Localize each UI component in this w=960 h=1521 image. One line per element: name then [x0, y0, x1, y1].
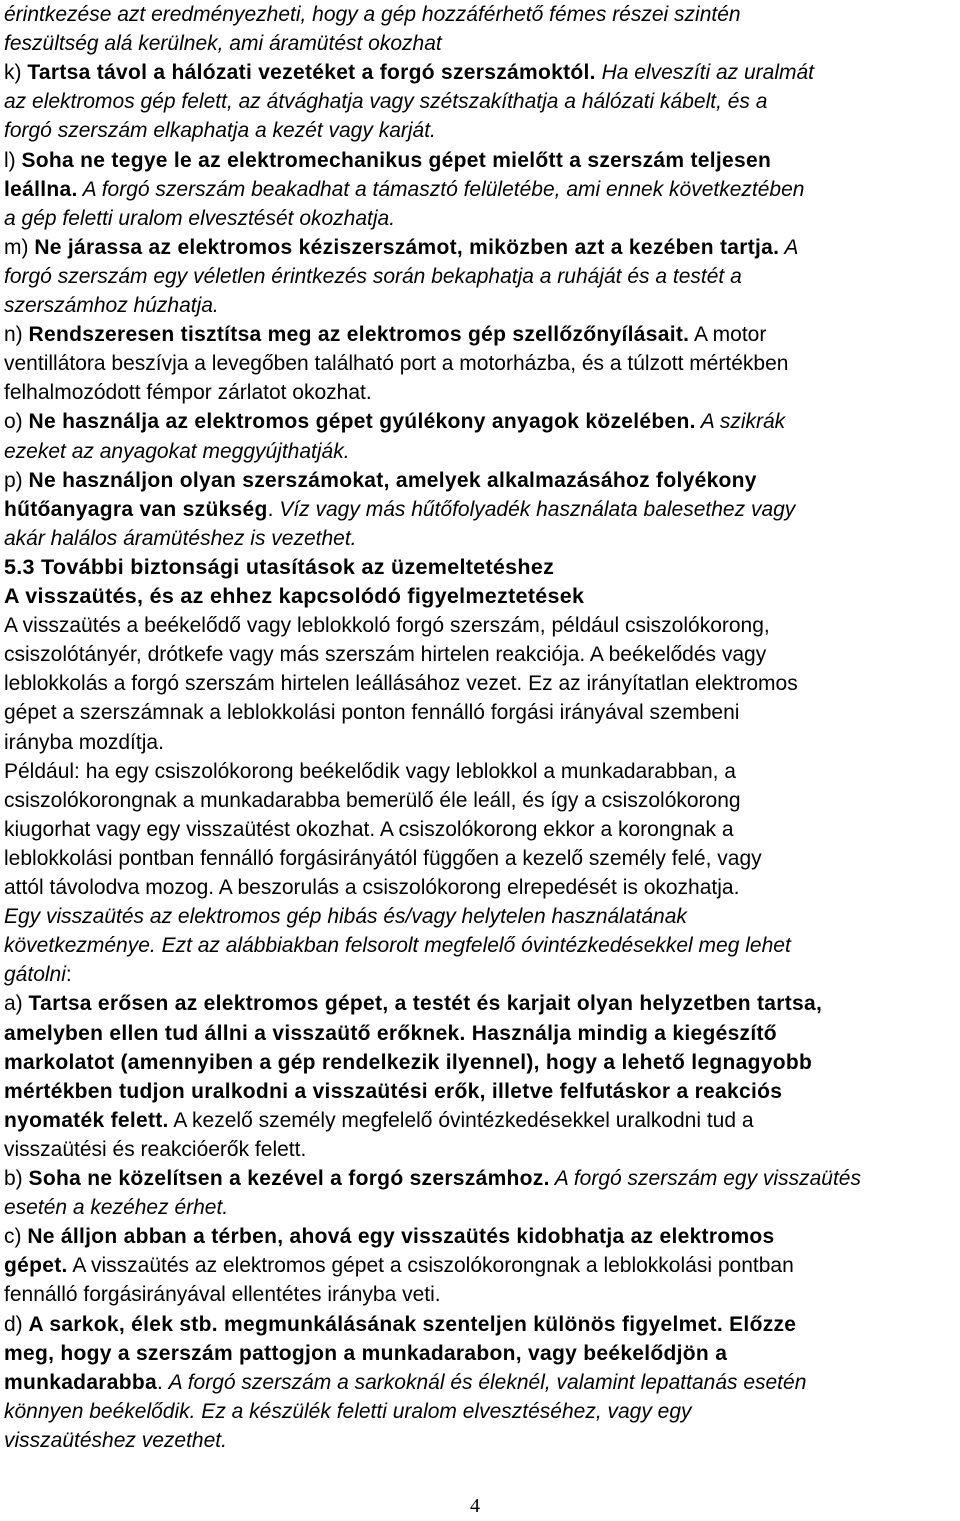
- bold-text: gépet.: [4, 1254, 68, 1278]
- bold-text: nyomaték felett.: [4, 1108, 169, 1132]
- text-line: [4, 611, 770, 640]
- body-text: fennálló forgásirányával ellentétes irányba veti.: [4, 1283, 441, 1307]
- body-text: d): [4, 1312, 29, 1336]
- body-text: kiugorhat vagy egy visszaütést okozhat. A csiszolókorong ekkor a korongnak a: [4, 817, 734, 841]
- body-text: felhalmozódott fémpor zárlatot okozhat.: [4, 381, 372, 405]
- text-line: [4, 1135, 306, 1164]
- text-line: [4, 146, 771, 175]
- italic-text: A forgó szerszám beakadhat a támasztó felületébe, ami ennek következtében: [77, 177, 805, 201]
- text-line: [4, 931, 791, 960]
- italic-text: Egy visszaütés az elektromos gép hibás és/vagy helytelen használatának: [4, 905, 687, 929]
- body-text: .: [156, 1370, 169, 1394]
- bold-text: Ne járassa az elektromos kéziszerszámot, miközben azt a kezében tartja.: [34, 235, 780, 259]
- text-line: [4, 1222, 775, 1251]
- text-line: [4, 1368, 806, 1397]
- bold-text: Soha ne tegye le az elektromechanikus gépet mielőtt a szerszám teljesen: [21, 148, 772, 172]
- text-line: [4, 495, 795, 524]
- page-number: 4: [470, 1495, 480, 1517]
- italic-text: könnyen beékelődik. Ez a készülék feletti uralom elvesztéséhez, vagy egy: [4, 1399, 692, 1423]
- italic-text: A: [779, 235, 799, 259]
- bold-text: hűtőanyagra van szükség: [4, 497, 268, 521]
- italic-text: érintkezése azt eredményezheti, hogy a gép hozzáférhető fémes részei szintén: [4, 3, 741, 26]
- text-line: [4, 320, 766, 349]
- text-line: [4, 524, 357, 553]
- body-text: k): [4, 61, 28, 85]
- body-text: csiszolókorongnak a munkadarabba bemerülő éle leáll, és így a csiszolókorong: [4, 788, 741, 812]
- body-text: .: [267, 497, 280, 521]
- text-line: [4, 437, 350, 466]
- body-text: n): [4, 323, 29, 347]
- text-line: [4, 582, 584, 611]
- bold-text: markolatot (amennyiben a gép rendelkezik ilyennel), hogy a lehető legnagyobb: [4, 1050, 813, 1074]
- body-text: ventillátora beszívja a levegőben található port a motorházba, és a túlzott mértékben: [4, 352, 789, 376]
- italic-text: következménye. Ezt az alábbiakban felsorolt megfelelő óvintézkedésekkel meg lehet: [4, 934, 791, 958]
- body-text: irányba mozdítja.: [4, 730, 164, 754]
- text-line: [4, 0, 741, 29]
- italic-text: gátolni: [4, 963, 66, 987]
- italic-text: Ha elveszíti az uralmát: [595, 61, 815, 85]
- body-text: m): [4, 235, 35, 259]
- text-line: [4, 1339, 727, 1368]
- italic-text: a gép feletti uralom elvesztését okozhatja.: [4, 206, 396, 230]
- bold-text: Tartsa távol a hálózati vezetéket a forgó szerszámoktól.: [27, 61, 596, 85]
- body-text: Például: ha egy csiszolókorong beékelődik vagy leblokkol a munkadarabban, a: [4, 759, 736, 783]
- italic-text: A forgó szerszám a sarkoknál és éleknél, valamint lepattanás esetén: [168, 1370, 807, 1394]
- text-line: [4, 1077, 782, 1106]
- italic-text: akár halálos áramütéshez is vezethet.: [4, 526, 357, 550]
- text-line: [4, 669, 798, 698]
- italic-text: forgó szerszám elkaphatja a kezét vagy karját.: [4, 119, 436, 143]
- text-line: [4, 1310, 796, 1339]
- italic-text: visszaütéshez vezethet.: [4, 1428, 227, 1452]
- italic-text: esetén a kezéhez érhet.: [4, 1196, 229, 1220]
- text-line: [4, 902, 687, 931]
- text-line: [4, 553, 554, 582]
- bold-text: Ne használja az elektromos gépet gyúlékony anyagok közelében.: [28, 410, 696, 434]
- bold-text: Ne használjon olyan szerszámokat, amelyek alkalmazásához folyékony: [28, 468, 757, 492]
- bold-text: munkadarabba: [4, 1370, 157, 1394]
- italic-text: az elektromos gép felett, az átvághatja vagy szétszakíthatja a hálózati kábelt, és a: [4, 90, 768, 114]
- text-line: [4, 466, 757, 495]
- heading-text: 5.3 További biztonsági utasítások az üzemeltetéshez: [4, 554, 555, 579]
- text-line: [4, 175, 804, 204]
- bold-text: Ne álljon abban a térben, ahová egy visszaütés kidobhatja az elektromos: [27, 1225, 775, 1249]
- body-text: csiszolótányér, drótkefe vagy más szerszám hirtelen reakciója. A beékelődés vagy: [4, 643, 767, 667]
- text-line: [4, 1397, 692, 1426]
- body-text: A visszaütés az elektromos gépet a csiszolókorongnak a leblokkolási pontban: [67, 1254, 794, 1278]
- bold-text: mértékben tudjon uralkodni a visszaütési erők, illetve felfutáskor a reakciós: [4, 1079, 783, 1103]
- bold-text: amelyben ellen tud állni a visszaütő erőknek. Használja mindig a kiegészítő: [4, 1021, 777, 1045]
- text-line: [4, 1251, 794, 1280]
- text-line: [4, 1019, 777, 1048]
- text-line: [4, 1048, 812, 1077]
- text-line: [4, 204, 395, 233]
- italic-text: A forgó szerszám egy visszaütés: [549, 1167, 861, 1190]
- bold-text: Soha ne közelítsen a kezével a forgó szerszámhoz.: [28, 1167, 550, 1190]
- text-line: [4, 786, 741, 815]
- body-text: visszaütési és reakcióerők felett.: [4, 1137, 307, 1161]
- text-line: [4, 1106, 754, 1135]
- body-text: leblokkolási pontban fennálló forgásirányától függően a kezelő személy felé, vagy: [4, 846, 762, 870]
- bold-text: leállna.: [4, 177, 78, 201]
- text-line: [4, 873, 739, 902]
- text-line: [4, 757, 736, 786]
- text-line: [4, 1426, 227, 1455]
- body-text: attól távolodva mozog. A beszorulás a csiszolókorong elrepedését is okozhatja.: [4, 876, 740, 899]
- bold-text: meg, hogy a szerszám pattogjon a munkadarabon, vagy beékelődjön a: [4, 1341, 728, 1365]
- body-text: p): [4, 468, 29, 492]
- text-line: [4, 989, 822, 1018]
- text-line: [4, 262, 742, 291]
- text-line: [4, 378, 372, 407]
- italic-text: feszültség alá kerülnek, ami áramütést okozhat: [4, 32, 442, 56]
- body-text: a): [4, 992, 29, 1016]
- text-line: [4, 698, 739, 727]
- text-line: [4, 87, 767, 116]
- body-text: l): [4, 148, 22, 172]
- text-line: [4, 58, 814, 87]
- bold-text: A sarkok, élek stb. megmunkálásának szenteljen különös figyelmet. Előzze: [28, 1312, 797, 1336]
- body-text: o): [4, 410, 29, 434]
- text-line: [4, 844, 762, 873]
- text-line: [4, 1280, 441, 1309]
- body-text: b): [4, 1167, 29, 1190]
- text-line: [4, 349, 788, 378]
- body-text: A kezelő személy megfelelő óvintézkedésekkel uralkodni tud a: [168, 1108, 754, 1132]
- text-line: [4, 29, 442, 58]
- body-text: A motor: [689, 323, 767, 347]
- text-line: [4, 233, 798, 262]
- bold-text: Tartsa erősen az elektromos gépet, a testét és karjait olyan helyzetben tartsa,: [28, 992, 823, 1016]
- italic-text: A szikrák: [695, 410, 786, 434]
- body-text: gépet a szerszámnak a leblokkolási ponton fennálló forgási irányával szembeni: [4, 701, 740, 725]
- body-text: c): [4, 1225, 28, 1249]
- text-line: [4, 815, 734, 844]
- italic-text: szerszámhoz húzhatja.: [4, 294, 219, 317]
- body-text: :: [65, 963, 72, 987]
- text-line: [4, 116, 436, 145]
- text-line: [4, 291, 219, 320]
- text-line: [4, 1193, 228, 1222]
- body-text: A visszaütés a beékelődő vagy leblokkoló forgó szerszám, például csiszolókorong,: [4, 614, 770, 638]
- text-line: [4, 1164, 861, 1193]
- body-text: leblokkolás a forgó szerszám hirtelen leállásához vezet. Ez az irányítatlan elektromos: [4, 672, 798, 696]
- text-line: [4, 640, 766, 669]
- text-line: [4, 728, 164, 757]
- bold-text: Rendszeresen tisztítsa meg az elektromos gép szellőzőnyílásait.: [28, 323, 690, 347]
- heading-text: A visszaütés, és az ehhez kapcsolódó figyelmeztetések: [4, 584, 585, 608]
- italic-text: Víz vagy más hűtőfolyadék használata balesethez vagy: [279, 497, 796, 521]
- text-line: [4, 407, 785, 436]
- italic-text: ezeket az anyagokat meggyújthatják.: [4, 439, 350, 463]
- text-line: [4, 960, 72, 989]
- italic-text: forgó szerszám egy véletlen érintkezés során bekaphatja a ruháját és a testét a: [4, 264, 742, 288]
